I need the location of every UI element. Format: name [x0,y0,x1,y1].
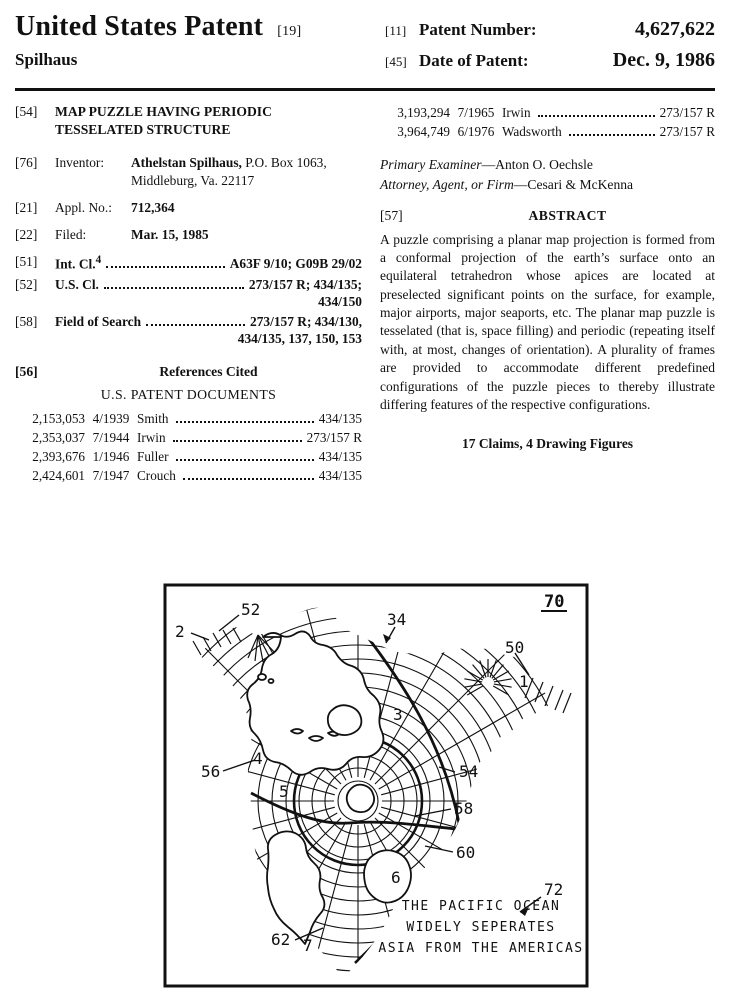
header [15,12,715,80]
reference-row [380,122,715,141]
reference-row [15,466,362,485]
inventor-tag: [76] [15,155,38,171]
caption-line-3: ASIA FROM THE AMERICAS [378,941,584,956]
ref-number: 3,193,294 [397,105,450,120]
patent-drawing-figure [163,583,590,989]
figure-label-4: 4 [253,749,263,768]
ref-class: 434/135 [318,468,362,484]
int-cl-tag: [51] [15,253,38,269]
ref-name: Irwin [137,429,166,445]
borneo-landmass [328,705,362,735]
patent-number-tag: [11] [385,23,407,38]
attorney-role: Attorney, Agent, or Firm [380,176,514,192]
us-cl-row [15,276,362,310]
island-chain [291,729,303,734]
references-list-left [15,409,362,486]
ref-name: Wadsworth [502,124,562,140]
field-of-search-value2: 434/135, 137, 150, 153 [237,331,362,347]
ref-class: 434/135 [318,448,362,464]
ref-date: 4/1939 [92,410,130,426]
claims-line: 17 Claims, 4 Drawing Figures [461,436,634,452]
attorney-name: Cesari & McKenna [527,176,634,192]
references-cited-row [15,353,362,382]
appl-value: 712,364 [131,199,175,215]
inventor-value [131,154,362,188]
field-of-search-value1: 273/157 R; 434/130, [250,313,362,329]
figure-label-54: 54 [459,762,479,781]
dot-leader [104,287,244,289]
primary-examiner-line: Primary Examiner—Anton O. Oechsle [380,157,593,173]
header-right [385,12,715,80]
dot-leader [538,115,655,117]
filed-value: Mar. 15, 1985 [131,226,209,242]
invention-title-row [15,103,362,148]
abstract-heading: ABSTRACT [528,207,607,223]
attorney-line: Attorney, Agent, or Firm—Cesari & McKenna [380,176,634,192]
dot-leader [146,324,245,326]
inventor-addr1: P.O. Box 1063, [245,155,327,171]
invention-title [55,103,362,138]
examiner-role: Primary Examiner [380,157,482,173]
figure-label-62: 62 [271,930,291,949]
small-island [258,674,266,680]
dot-leader [176,459,314,461]
figure-label-7: 7 [303,936,313,955]
int-cl-label: Int. Cl.$^4$ [55,253,102,272]
inventor-addr2: Middleburg, Va. 22117 [131,172,255,188]
us-cl-tag: [52] [15,276,38,292]
caption-line-2: WIDELY SEPERATES [406,920,556,935]
ref-class: 273/157 R [659,124,715,140]
filed-label: Filed: [55,226,87,242]
figure-number: 70 [544,592,565,612]
figure-label-50: 50 [505,638,525,657]
figure-label-5: 5 [279,782,289,801]
field-of-search-row [15,313,362,347]
reference-row [15,428,362,447]
ref-class: 273/157 R [306,429,362,445]
ref-name: Crouch [137,468,176,484]
figure-label-72: 72 [544,880,564,899]
examiner-name: Anton O. Oechsle [495,157,593,173]
header-rule [15,88,715,91]
inventor-surname: Spilhaus [15,49,78,69]
ref-date: 1/1946 [92,448,130,464]
abstract-tag: [57] [380,207,403,223]
date-value: Dec. 9, 1986 [612,49,715,71]
dot-leader [106,266,225,268]
us-cl-label: U.S. Cl. [55,276,99,292]
ref-date: 6/1976 [457,124,495,140]
references-list-right [380,103,715,141]
dot-leader [176,421,314,423]
figure-label-58: 58 [454,799,474,818]
ref-class: 273/157 R [659,105,715,120]
dot-leader [569,134,655,136]
page-title-text: United States Patent [15,11,264,42]
page-title [15,12,301,43]
antarctica-landmass [347,785,374,813]
dot-leader [183,478,314,480]
figure-label-2: 2 [175,622,185,641]
patent-number-row [385,18,715,41]
ref-number: 2,424,601 [32,468,85,484]
ref-class: 434/135 [318,410,362,426]
us-cl-value1: 273/157 R; 434/135; [248,276,362,292]
ref-date: 7/1947 [92,468,130,484]
reference-row [15,447,362,466]
small-island [269,679,274,683]
header-left [15,12,301,70]
appl-tag: [21] [15,199,38,215]
figure-label-1: 1 [519,672,529,691]
int-cl-row [15,253,362,273]
date-of-patent-row [385,49,715,72]
caption-line-1: THE PACIFIC OCEAN [401,899,561,914]
date-tag: [45] [385,54,407,69]
figure-label-56: 56 [201,762,221,781]
ref-number: 2,393,676 [32,448,85,464]
appl-no-row [15,199,362,216]
ref-name: Fuller [137,448,169,464]
figure-label-34: 34 [387,610,407,629]
ref-number: 2,153,053 [32,410,85,426]
int-cl-value: A63F 9/10; G09B 29/02 [229,256,362,272]
invention-title-line1: MAP PUZZLE HAVING PERIODIC [55,104,272,119]
kind-code-tag: [19] [277,24,302,39]
right-column [380,103,715,485]
ref-date: 7/1944 [92,429,130,445]
appl-label: Appl. No.: [55,199,112,215]
figure-caption [378,899,583,956]
reference-row [15,409,362,428]
ref-name: Irwin [502,105,531,120]
filed-tag: [22] [15,226,38,242]
date-label: Date of Patent: [419,51,529,70]
us-cl-value2: 434/150 [318,293,362,309]
island-chain [309,736,323,741]
references-tag: [56] [15,364,38,380]
references-heading: References Cited [159,364,258,380]
figure-label-6: 6 [391,868,401,887]
patent-number-value: 4,627,622 [635,18,715,40]
ref-number: 3,964,749 [397,124,450,140]
ref-name: Smith [137,410,169,426]
abstract-heading-row [380,208,715,224]
invention-title-line2: TESSELATED STRUCTURE [55,121,231,137]
figure-label-60: 60 [456,843,476,862]
figure-label-52: 52 [241,600,261,619]
field-of-search-label: Field of Search [55,313,142,329]
left-column [15,103,362,485]
ref-number: 2,353,037 [32,429,85,445]
ref-date: 7/1965 [457,105,495,120]
int-cl-superscript: 4 [95,253,102,266]
figure-label-3: 3 [393,705,403,724]
dot-leader [173,440,302,442]
filed-row [15,226,362,243]
us-patent-documents-heading: U.S. PATENT DOCUMENTS [100,386,277,402]
abstract-text: A puzzle comprising a planar map projection is formed from a conformal projection of the earth’s surface onto an equilateral tetrahedron whose apices are located at preselected significant points on the surface, for example, major airports, major seaports, etc. The planar map puzzle is tesselated (that is, space filling) and periodic (repeating itself with, at most, changes of orientation). A plurality of frames are provided to accommodate different predefined configurations of the puzzle pieces to thereby illustrate differing features of the respective configurations. [380,231,715,412]
field-of-search-tag: [58] [15,313,38,329]
figure-svg [163,583,590,989]
inventor-label: Inventor: [55,155,105,171]
inventor-name: Athelstan Spilhaus, [131,155,242,171]
australia-landmass [364,850,411,902]
examiner-block [380,155,715,194]
patent-number-label: Patent Number: [419,20,537,39]
title-tag: [54] [15,104,38,119]
reference-row [380,103,715,122]
inventor-row [15,154,362,188]
